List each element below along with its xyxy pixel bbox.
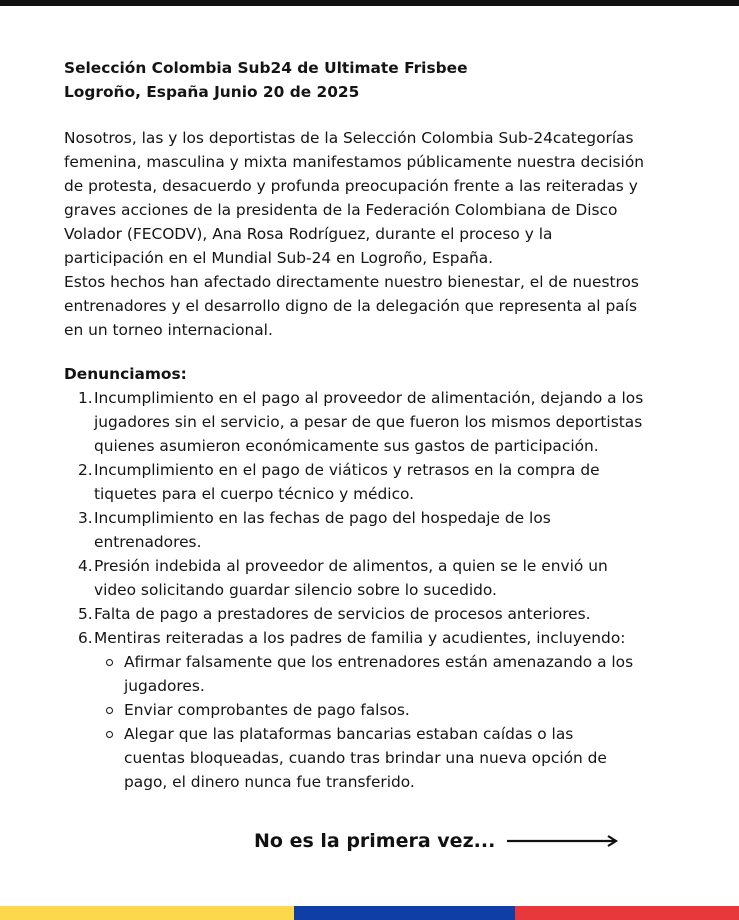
list-number: 6.: [78, 629, 93, 647]
list-item: [64, 602, 676, 626]
list-number: 2.: [78, 461, 93, 479]
item-line: Incumplimiento en las fechas de pago del hospedaje de los: [94, 509, 551, 527]
top-border-bar: [0, 0, 739, 6]
sub-list-item: [94, 722, 676, 794]
list-item: [64, 386, 676, 458]
list-number: 5.: [78, 605, 93, 623]
long-right-arrow-icon: [505, 834, 623, 848]
sub-list: [94, 650, 676, 794]
flag-red-segment: [515, 906, 739, 920]
list-number: 3.: [78, 509, 93, 527]
footer-text: No es la primera vez...: [254, 830, 496, 852]
item-line: Incumplimiento en el pago al proveedor de alimentación, dejando a los: [94, 389, 644, 407]
item-line: Mentiras reiteradas a los padres de familia y acudientes, incluyendo:: [94, 629, 626, 647]
title-line-1: Selección Colombia Sub24 de Ultimate Frisbee: [64, 59, 468, 77]
flag-yellow-segment: [0, 906, 294, 920]
intro-line: Volador (FECODV), Ana Rosa Rodríguez, durante el proceso y la: [64, 225, 553, 243]
intro-line: entrenadores y el desarrollo digno de la delegación que representa al país: [64, 297, 637, 315]
hollow-bullet-icon: [106, 731, 113, 738]
statement-document: [64, 56, 676, 794]
list-number: 1.: [78, 389, 93, 407]
intro-line: Estos hechos han afectado directamente nuestro bienestar, el de nuestros: [64, 273, 639, 291]
item-line: Incumplimiento en el pago de viáticos y retrasos en la compra de: [94, 461, 600, 479]
list-item: [64, 554, 676, 602]
hollow-bullet-icon: [106, 707, 113, 714]
item-line: Presión indebida al proveedor de alimentos, a quien se le envió un: [94, 557, 608, 575]
item-line: quienes asumieron económicamente sus gastos de participación.: [94, 437, 599, 455]
list-item: [64, 506, 676, 554]
item-line: Falta de pago a prestadores de servicios de procesos anteriores.: [94, 605, 591, 623]
sub-list-item: [94, 650, 676, 698]
list-item: [64, 458, 676, 506]
hollow-bullet-icon: [106, 659, 113, 666]
sub-item-line: Afirmar falsamente que los entrenadores están amenazando a los: [124, 653, 634, 671]
next-page-prompt: [254, 830, 623, 852]
list-item: [64, 626, 676, 794]
denuncias-heading: Denunciamos:: [64, 365, 187, 383]
intro-line: graves acciones de la presidenta de la Federación Colombiana de Disco: [64, 201, 618, 219]
item-line: jugadores sin el servicio, a pesar de que fueron los mismos deportistas: [94, 413, 643, 431]
sub-item-line: Enviar comprobantes de pago falsos.: [124, 701, 410, 719]
item-line: tiquetes para el cuerpo técnico y médico.: [94, 485, 415, 503]
sub-item-line: Alegar que las plataformas bancarias estaban caídas o las: [124, 725, 574, 743]
complaints-list: [64, 386, 676, 794]
document-title: [64, 56, 676, 104]
sub-item-line: jugadores.: [124, 677, 205, 695]
sub-item-line: cuentas bloqueadas, cuando tras brindar una nueva opción de: [124, 749, 607, 767]
sub-item-line: pago, el dinero nunca fue transferido.: [124, 773, 415, 791]
intro-line: participación en el Mundial Sub-24 en Logroño, España.: [64, 249, 494, 267]
intro-line: femenina, masculina y mixta manifestamos públicamente nuestra decisión: [64, 153, 644, 171]
sub-list-item: [94, 698, 676, 722]
title-line-2: Logroño, España Junio 20 de 2025: [64, 83, 360, 101]
flag-blue-segment: [294, 906, 515, 920]
item-line: video solicitando guardar silencio sobre lo sucedido.: [94, 581, 497, 599]
intro-line: de protesta, desacuerdo y profunda preocupación frente a las reiteradas y: [64, 177, 638, 195]
intro-line: Nosotros, las y los deportistas de la Selección Colombia Sub-24categorías: [64, 129, 634, 147]
colombia-flag-stripe: [0, 906, 739, 920]
item-line: entrenadores.: [94, 533, 202, 551]
list-number: 4.: [78, 557, 93, 575]
intro-paragraph: [64, 126, 676, 342]
intro-line: en un torneo internacional.: [64, 321, 273, 339]
